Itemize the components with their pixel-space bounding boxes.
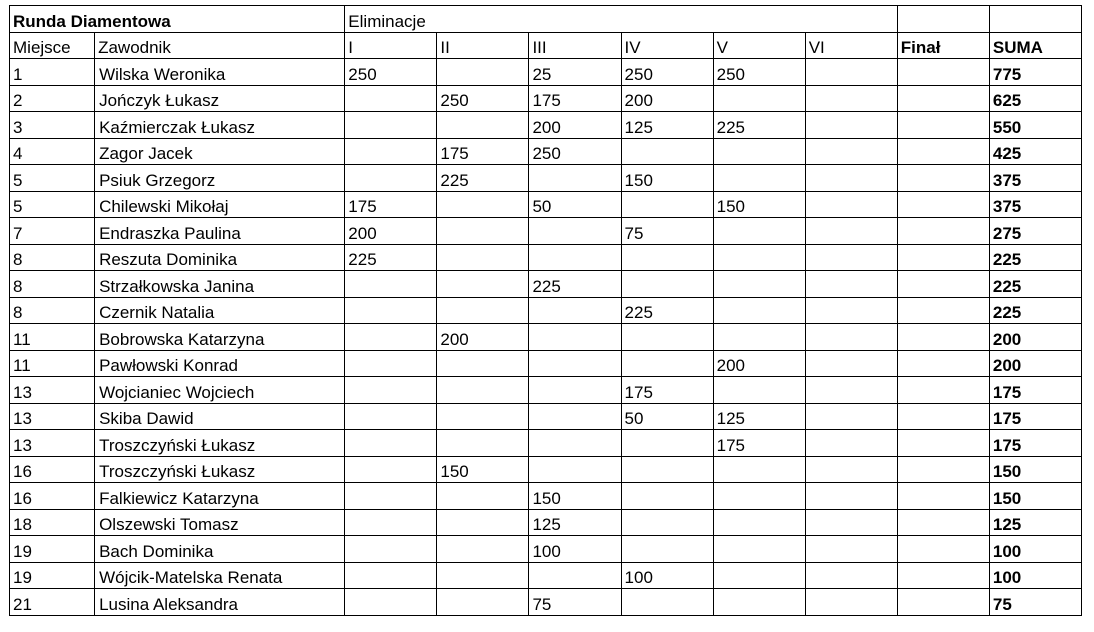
- round-3-cell: [529, 456, 621, 483]
- empty-cell: [897, 6, 989, 33]
- competitor-cell: Falkiewicz Katarzyna: [95, 483, 345, 510]
- round-6-cell: [805, 350, 897, 377]
- place-cell: 8: [10, 297, 95, 324]
- round-3-cell: [529, 244, 621, 271]
- round-2-cell: [437, 430, 529, 457]
- eliminations-label: Eliminacje: [345, 6, 897, 33]
- round-1-cell: 250: [345, 59, 437, 86]
- final-cell: [897, 562, 989, 589]
- round-4-cell: 200: [621, 85, 713, 112]
- final-cell: [897, 350, 989, 377]
- col-header-round-2: II: [437, 32, 529, 59]
- sum-cell: 225: [989, 271, 1081, 298]
- round-6-cell: [805, 509, 897, 536]
- table-row: [10, 297, 1082, 324]
- round-1-cell: [345, 430, 437, 457]
- round-6-cell: [805, 165, 897, 192]
- round-5-cell: [713, 456, 805, 483]
- col-header-round-4: IV: [621, 32, 713, 59]
- results-table: [9, 5, 1082, 616]
- competitor-cell: Chilewski Mikołaj: [95, 191, 345, 218]
- round-2-cell: [437, 271, 529, 298]
- competitor-cell: Troszczyński Łukasz: [95, 430, 345, 457]
- round-2-cell: [437, 244, 529, 271]
- place-cell: 1: [10, 59, 95, 86]
- final-cell: [897, 59, 989, 86]
- table-row: [10, 324, 1082, 351]
- table-row: [10, 244, 1082, 271]
- final-cell: [897, 218, 989, 245]
- table-row: [10, 509, 1082, 536]
- sum-cell: 175: [989, 403, 1081, 430]
- round-3-cell: 250: [529, 138, 621, 165]
- round-6-cell: [805, 536, 897, 563]
- round-1-cell: 175: [345, 191, 437, 218]
- table-row: [10, 112, 1082, 139]
- round-4-cell: [621, 324, 713, 351]
- competitor-cell: Wojcianiec Wojciech: [95, 377, 345, 404]
- round-4-cell: [621, 350, 713, 377]
- sum-cell: 625: [989, 85, 1081, 112]
- round-3-cell: [529, 297, 621, 324]
- round-5-cell: [713, 244, 805, 271]
- table-row: [10, 377, 1082, 404]
- round-4-cell: 175: [621, 377, 713, 404]
- place-cell: 11: [10, 324, 95, 351]
- round-6-cell: [805, 562, 897, 589]
- final-cell: [897, 483, 989, 510]
- final-cell: [897, 403, 989, 430]
- competitor-cell: Troszczyński Łukasz: [95, 456, 345, 483]
- place-cell: 8: [10, 271, 95, 298]
- round-3-cell: [529, 377, 621, 404]
- round-4-cell: 100: [621, 562, 713, 589]
- round-5-cell: 250: [713, 59, 805, 86]
- round-6-cell: [805, 297, 897, 324]
- round-3-cell: [529, 403, 621, 430]
- round-5-cell: 225: [713, 112, 805, 139]
- final-cell: [897, 456, 989, 483]
- place-cell: 5: [10, 191, 95, 218]
- round-2-cell: [437, 59, 529, 86]
- competitor-cell: Strzałkowska Janina: [95, 271, 345, 298]
- round-1-cell: [345, 112, 437, 139]
- round-2-cell: [437, 536, 529, 563]
- round-3-cell: 100: [529, 536, 621, 563]
- round-2-cell: [437, 377, 529, 404]
- final-cell: [897, 191, 989, 218]
- round-4-cell: 75: [621, 218, 713, 245]
- round-1-cell: [345, 297, 437, 324]
- table-row: [10, 218, 1082, 245]
- place-cell: 5: [10, 165, 95, 192]
- competitor-cell: Reszuta Dominika: [95, 244, 345, 271]
- final-cell: [897, 536, 989, 563]
- round-3-cell: 125: [529, 509, 621, 536]
- final-cell: [897, 324, 989, 351]
- sum-cell: 225: [989, 244, 1081, 271]
- round-4-cell: [621, 191, 713, 218]
- round-6-cell: [805, 138, 897, 165]
- round-1-cell: [345, 536, 437, 563]
- round-5-cell: [713, 218, 805, 245]
- final-cell: [897, 165, 989, 192]
- round-3-cell: [529, 218, 621, 245]
- round-2-cell: [437, 350, 529, 377]
- round-6-cell: [805, 59, 897, 86]
- competitor-cell: Bach Dominika: [95, 536, 345, 563]
- col-header-round-3: III: [529, 32, 621, 59]
- place-cell: 13: [10, 430, 95, 457]
- round-1-cell: [345, 562, 437, 589]
- round-1-cell: [345, 271, 437, 298]
- place-cell: 4: [10, 138, 95, 165]
- round-4-cell: [621, 430, 713, 457]
- round-4-cell: 150: [621, 165, 713, 192]
- round-6-cell: [805, 456, 897, 483]
- final-cell: [897, 377, 989, 404]
- competitor-cell: Olszewski Tomasz: [95, 509, 345, 536]
- table-row: [10, 456, 1082, 483]
- round-1-cell: [345, 85, 437, 112]
- round-6-cell: [805, 244, 897, 271]
- round-5-cell: [713, 271, 805, 298]
- round-5-cell: 150: [713, 191, 805, 218]
- sum-cell: 75: [989, 589, 1081, 616]
- place-cell: 19: [10, 562, 95, 589]
- round-4-cell: [621, 509, 713, 536]
- round-1-cell: [345, 138, 437, 165]
- round-6-cell: [805, 403, 897, 430]
- table-row: [10, 191, 1082, 218]
- table-row: [10, 430, 1082, 457]
- round-6-cell: [805, 271, 897, 298]
- place-cell: 8: [10, 244, 95, 271]
- round-1-cell: [345, 377, 437, 404]
- round-2-cell: [437, 509, 529, 536]
- round-6-cell: [805, 324, 897, 351]
- col-header-place: Miejsce: [10, 32, 95, 59]
- round-3-cell: 225: [529, 271, 621, 298]
- round-5-cell: [713, 483, 805, 510]
- round-3-cell: 75: [529, 589, 621, 616]
- round-3-cell: 200: [529, 112, 621, 139]
- round-1-cell: [345, 483, 437, 510]
- round-1-cell: [345, 589, 437, 616]
- table-row: [10, 85, 1082, 112]
- round-1-cell: [345, 403, 437, 430]
- final-cell: [897, 509, 989, 536]
- round-3-cell: 175: [529, 85, 621, 112]
- competitor-cell: Wójcik-Matelska Renata: [95, 562, 345, 589]
- col-header-competitor: Zawodnik: [95, 32, 345, 59]
- round-2-cell: 225: [437, 165, 529, 192]
- round-4-cell: [621, 138, 713, 165]
- round-5-cell: [713, 138, 805, 165]
- competitor-cell: Kaźmierczak Łukasz: [95, 112, 345, 139]
- sum-cell: 100: [989, 536, 1081, 563]
- competitor-cell: Bobrowska Katarzyna: [95, 324, 345, 351]
- empty-cell: [989, 6, 1081, 33]
- round-3-cell: 25: [529, 59, 621, 86]
- table-row: [10, 562, 1082, 589]
- place-cell: 18: [10, 509, 95, 536]
- round-3-cell: [529, 165, 621, 192]
- round-5-cell: 125: [713, 403, 805, 430]
- final-cell: [897, 85, 989, 112]
- competitor-cell: Jończyk Łukasz: [95, 85, 345, 112]
- header-row: [10, 32, 1082, 59]
- round-5-cell: [713, 536, 805, 563]
- round-1-cell: [345, 456, 437, 483]
- round-5-cell: [713, 509, 805, 536]
- col-header-round-1: I: [345, 32, 437, 59]
- round-1-cell: [345, 324, 437, 351]
- round-5-cell: 200: [713, 350, 805, 377]
- competitor-cell: Lusina Aleksandra: [95, 589, 345, 616]
- sum-cell: 200: [989, 350, 1081, 377]
- round-4-cell: [621, 271, 713, 298]
- sum-cell: 225: [989, 297, 1081, 324]
- sum-cell: 175: [989, 430, 1081, 457]
- final-cell: [897, 297, 989, 324]
- place-cell: 16: [10, 456, 95, 483]
- col-header-round-6: VI: [805, 32, 897, 59]
- round-2-cell: [437, 297, 529, 324]
- sum-cell: 150: [989, 483, 1081, 510]
- round-5-cell: [713, 165, 805, 192]
- round-2-cell: 200: [437, 324, 529, 351]
- round-1-cell: [345, 165, 437, 192]
- table-row: [10, 138, 1082, 165]
- place-cell: 2: [10, 85, 95, 112]
- round-1-cell: 225: [345, 244, 437, 271]
- sum-cell: 375: [989, 191, 1081, 218]
- table-row: [10, 165, 1082, 192]
- round-1-cell: [345, 509, 437, 536]
- round-2-cell: [437, 191, 529, 218]
- competitor-cell: Zagor Jacek: [95, 138, 345, 165]
- table-row: [10, 483, 1082, 510]
- table-row: [10, 271, 1082, 298]
- competitor-cell: Pawłowski Konrad: [95, 350, 345, 377]
- competitor-cell: Wilska Weronika: [95, 59, 345, 86]
- round-6-cell: [805, 218, 897, 245]
- round-6-cell: [805, 589, 897, 616]
- results-sheet: [9, 5, 1082, 616]
- round-4-cell: [621, 456, 713, 483]
- competitor-cell: Endraszka Paulina: [95, 218, 345, 245]
- place-cell: 7: [10, 218, 95, 245]
- round-3-cell: [529, 562, 621, 589]
- title-row: [10, 6, 1082, 33]
- round-2-cell: [437, 112, 529, 139]
- round-4-cell: [621, 483, 713, 510]
- round-6-cell: [805, 191, 897, 218]
- competitor-cell: Czernik Natalia: [95, 297, 345, 324]
- sum-cell: 150: [989, 456, 1081, 483]
- round-2-cell: [437, 403, 529, 430]
- sum-cell: 100: [989, 562, 1081, 589]
- place-cell: 16: [10, 483, 95, 510]
- table-row: [10, 536, 1082, 563]
- sum-cell: 125: [989, 509, 1081, 536]
- place-cell: 21: [10, 589, 95, 616]
- round-2-cell: 175: [437, 138, 529, 165]
- round-4-cell: 50: [621, 403, 713, 430]
- competitor-cell: Skiba Dawid: [95, 403, 345, 430]
- round-4-cell: [621, 589, 713, 616]
- round-2-cell: [437, 589, 529, 616]
- round-2-cell: [437, 218, 529, 245]
- round-1-cell: [345, 350, 437, 377]
- final-cell: [897, 112, 989, 139]
- sum-cell: 775: [989, 59, 1081, 86]
- round-5-cell: [713, 324, 805, 351]
- round-3-cell: [529, 350, 621, 377]
- round-4-cell: 125: [621, 112, 713, 139]
- sum-cell: 175: [989, 377, 1081, 404]
- sheet-title: Runda Diamentowa: [10, 6, 345, 33]
- sum-cell: 275: [989, 218, 1081, 245]
- col-header-final: Finał: [897, 32, 989, 59]
- round-5-cell: 175: [713, 430, 805, 457]
- col-header-sum: SUMA: [989, 32, 1081, 59]
- col-header-round-5: V: [713, 32, 805, 59]
- round-3-cell: 50: [529, 191, 621, 218]
- sum-cell: 425: [989, 138, 1081, 165]
- round-2-cell: [437, 483, 529, 510]
- place-cell: 19: [10, 536, 95, 563]
- table-row: [10, 59, 1082, 86]
- table-row: [10, 589, 1082, 616]
- round-2-cell: [437, 562, 529, 589]
- final-cell: [897, 430, 989, 457]
- round-4-cell: 250: [621, 59, 713, 86]
- round-5-cell: [713, 85, 805, 112]
- final-cell: [897, 271, 989, 298]
- place-cell: 11: [10, 350, 95, 377]
- place-cell: 13: [10, 403, 95, 430]
- round-5-cell: [713, 562, 805, 589]
- table-row: [10, 403, 1082, 430]
- sum-cell: 375: [989, 165, 1081, 192]
- final-cell: [897, 589, 989, 616]
- final-cell: [897, 138, 989, 165]
- round-6-cell: [805, 377, 897, 404]
- round-6-cell: [805, 483, 897, 510]
- round-4-cell: [621, 536, 713, 563]
- round-4-cell: [621, 244, 713, 271]
- table-row: [10, 350, 1082, 377]
- round-1-cell: 200: [345, 218, 437, 245]
- round-3-cell: 150: [529, 483, 621, 510]
- round-6-cell: [805, 85, 897, 112]
- round-6-cell: [805, 112, 897, 139]
- round-3-cell: [529, 324, 621, 351]
- round-2-cell: 250: [437, 85, 529, 112]
- sum-cell: 200: [989, 324, 1081, 351]
- sum-cell: 550: [989, 112, 1081, 139]
- round-2-cell: 150: [437, 456, 529, 483]
- place-cell: 3: [10, 112, 95, 139]
- final-cell: [897, 244, 989, 271]
- round-5-cell: [713, 297, 805, 324]
- round-3-cell: [529, 430, 621, 457]
- round-5-cell: [713, 377, 805, 404]
- round-5-cell: [713, 589, 805, 616]
- competitor-cell: Psiuk Grzegorz: [95, 165, 345, 192]
- place-cell: 13: [10, 377, 95, 404]
- round-6-cell: [805, 430, 897, 457]
- round-4-cell: 225: [621, 297, 713, 324]
